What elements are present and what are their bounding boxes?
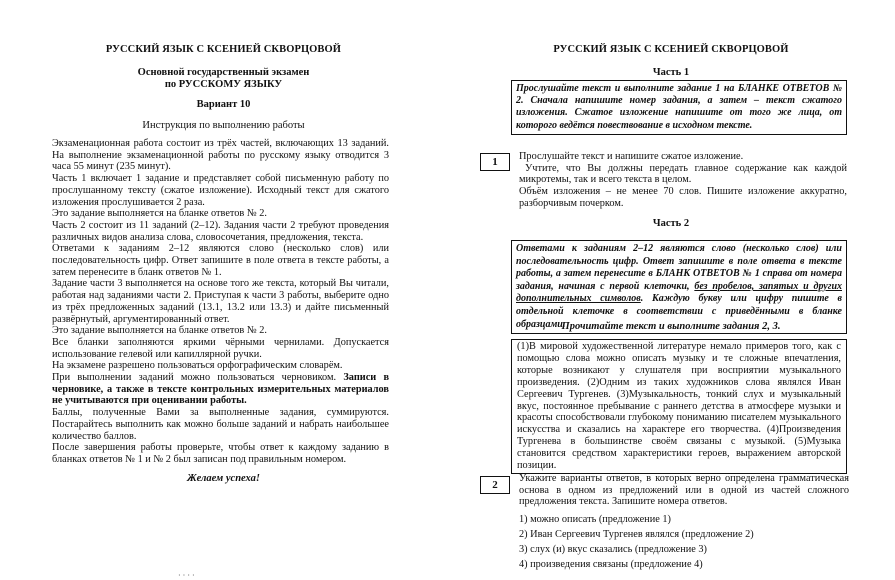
paragraph: Задание части 3 выполняется на основе того же текста, который Вы читали, работая над заданиями части 2. Приступая к части 3 работы, выберите одно из трёх предложенных заданий (13.1, 13.2 или 13.3) и дайте письменный развёрнутый, аргументированный ответ. (52, 278, 389, 325)
part2-title: Часть 2 (652, 218, 690, 229)
task-number-box: 1 (480, 153, 510, 171)
left-page (0, 0, 447, 580)
good-luck-wish: Желаем успеха! (186, 473, 261, 484)
paragraph: Все бланки заполняются яркими чёрными чернилами. Допускается использование гелевой или капиллярной ручки. (52, 336, 389, 360)
task1-line: Объём изложения – не менее 70 слов. Пишите изложение аккуратно, разборчивым почерком. (519, 186, 847, 209)
draft-normal: При выполнении заданий можно пользоваться черновиком. (52, 372, 344, 384)
instructions-title: Инструкция по выполнению работы (142, 120, 305, 131)
paragraph: Баллы, полученные Вами за выполненные задания, суммируются. Постарайтесь выполнить как можно больше заданий и набрать наибольшее количество баллов. (52, 407, 389, 442)
paragraph: На экзамене разрешено пользоваться орфографическим словарём. (52, 360, 343, 372)
exam-subject: по РУССКОМУ ЯЗЫКУ (164, 79, 283, 90)
task2-text: Укажите варианты ответов, в которых верно определена грамматическая основа в одном из предложений или в одной из частей сложного предложения текста. Запишите номера ответов. (519, 473, 849, 508)
task1-line: Прослушайте текст и напишите сжатое изложение. (519, 151, 744, 162)
task2-options (519, 512, 849, 572)
draft-paragraph (52, 372, 389, 407)
part1-instruction-box: Прослушайте текст и выполните задание 1 на БЛАНКЕ ОТВЕТОВ № 2. Сначала напишите номер задания, а затем – текст сжатого изложения. Сжатое изложение напишите от того же лица, от которого ведётся повествование в исходном тексте. (511, 80, 847, 135)
part2-instruction-b: . Каждую букву или цифру пишите в отдельной клеточке в соответствии с приведёнными в бланке образцами. (516, 293, 842, 330)
draft-bold: Записи в черновике, а также в тексте контрольных измерительных материалов не учитываются при оценивании работы. (52, 372, 390, 407)
paragraph: Часть 2 состоит из 11 заданий (2–12). Задания части 2 требуют проведения различных видов анализа слова, словосочетания, предложения, текста. (52, 219, 389, 243)
part1-title: Часть 1 (652, 67, 690, 78)
paragraph: Это задание выполняется на бланке ответов № 2. (52, 325, 267, 337)
option-item: 3) слух (и) вкус сказались (предложение 3) (519, 544, 707, 555)
page-bottom-artifact: · · · · (178, 571, 195, 580)
paragraph: Это задание выполняется на бланке ответов № 2. (52, 208, 267, 220)
task1-text (519, 151, 847, 210)
page-header: РУССКИЙ ЯЗЫК С КСЕНИЕЙ СКВОРЦОВОЙ (553, 44, 789, 55)
instructions-body (52, 138, 389, 466)
paragraph: Экзаменационная работа состоит из трёх частей, включающих 13 заданий. На выполнение экзаменационной работы по русскому языку отводится 3 часа 55 минут (235 минут). (52, 138, 389, 173)
paragraph: Часть 1 включает 1 задание и представляет собой письменную работу по прослушанному тексту (сжатое изложение). Исходный текст для сжатого изложения прослушивается 2 раза. (52, 173, 389, 208)
reading-text-box: (1)В мировой художественной литературе немало примеров того, как с помощью слова можно описать музыку и те сложные впечатления, которые возникают у слушателя при восприятии музыкального произведения. (2)Одним из таких художников слова являлся Иван Сергеевич Тургенев. (3)Музыкальность, тонкий слух и музыкальный вкус, постоянное пребывание с раннего детства в атмосфере музыки и красоты способствовали глубокому пониманию писателем музыкального искусства и сказались на характере его творчества. (4)Произведения Тургенева в большинстве своём связаны с музыкой. (5)Музыка становится средством характеристики героев, выражением авторской позиции. (511, 339, 847, 474)
part2-instruction-underlined: без пробелов, запятых и других дополнительных символов (516, 280, 842, 305)
read-instruction: Прочитайте текст и выполните задания 2, 3. (561, 321, 781, 332)
variant-title: Вариант 10 (196, 99, 251, 110)
page-header: РУССКИЙ ЯЗЫК С КСЕНИЕЙ СКВОРЦОВОЙ (105, 44, 342, 55)
option-item: 4) произведения связаны (предложение 4) (519, 559, 703, 570)
task1-line: Учтите, что Вы должны передать главное содержание как каждой микротемы, так и всего текста в целом. (519, 162, 847, 186)
paragraph: Ответами к заданиям 2–12 являются слово (несколько слов) или последовательность цифр. Ответ запишите в поле ответа в тексте работы, а затем перенесите в бланк ответов № 1. (52, 243, 389, 278)
task-number-box: 2 (480, 476, 510, 494)
option-item: 1) можно описать (предложение 1) (519, 514, 671, 525)
right-page (447, 0, 895, 575)
paragraph: После завершения работы проверьте, чтобы ответ к каждому заданию в бланках ответов № 1 и № 2 был записан под правильным номером. (52, 442, 389, 465)
option-item: 2) Иван Сергеевич Тургенев являлся (предложение 2) (519, 529, 754, 540)
exam-title: Основной государственный экзамен (137, 67, 310, 78)
part2-instruction-a: Ответами к заданиям 2–12 являются слово (несколько слов) или последовательность цифр. Ответ запишите в поле ответа в тексте работы, а затем перенесите в БЛАНК ОТВЕТОВ № 1 справа от номера задания, начиная с первой клеточки, (516, 243, 842, 292)
